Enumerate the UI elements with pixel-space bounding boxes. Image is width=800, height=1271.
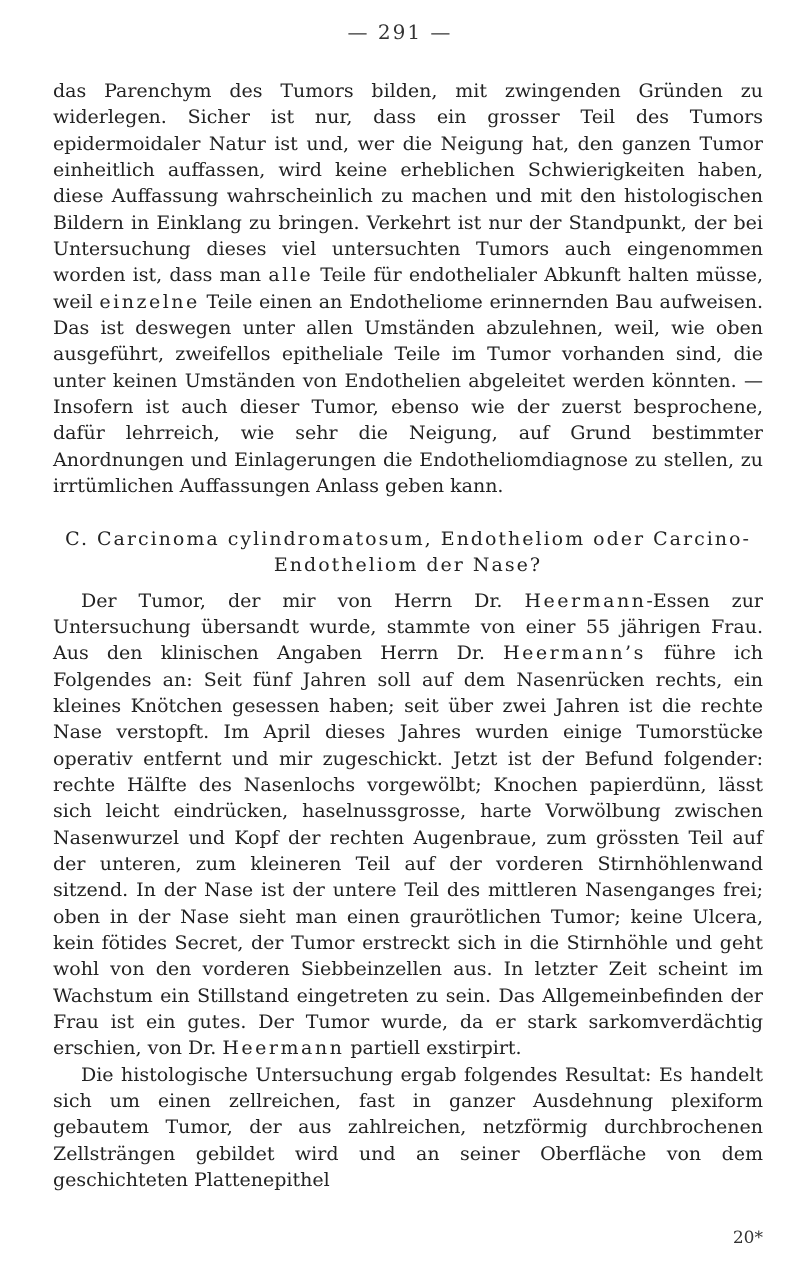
section-heading — [53, 526, 763, 578]
body-text — [53, 78, 763, 1193]
author-name: Heermann — [222, 1037, 345, 1060]
emphasis-alle: alle — [268, 264, 314, 287]
paragraph-1: das Parenchym des Tumors bilden, mit zwingenden Gründen zu widerlegen. Sicher ist nur, dass ein grosser Teil des Tumors epidermoidaler Natur ist und, wer die Neigung hat, den ganzen Tumor einheitlich auffassen, wird keine erheblichen Schwierigkeiten haben, diese Auffassung wahrscheinlich zu machen und mit den histologischen Bildern in Einklang zu bringen. Verkehrt ist nur der Standpunkt, der bei Untersuchung dieses viel untersuchten Tumors auch eingenommen worden ist, dass man alle Teile für endothelialer Abkunft halten müsse, weil einzelne Teile einen an Endotheliome erinnernden Bau aufweisen. Das ist deswegen unter allen Umständen abzulehnen, weil, wie oben ausgeführt, zweifellos epitheliale Teile im Tumor vorhanden sind, die unter keinen Umständen von Endothelien abgeleitet werden könnten. — Insofern ist auch dieser Tumor, ebenso wie der zuerst besprochene, dafür lehrreich, wie sehr die Neigung, auf Grund bestimmter Anordnungen und Einlagerungen die Endotheliomdiagnose zu stellen, zu irrtümlichen Auffassungen Anlass geben kann. — [53, 80, 763, 498]
author-name: Heermann — [524, 589, 647, 612]
paragraph-3: Die histologische Untersuchung ergab folgendes Resultat: Es handelt sich um einen zellreichen, fast in ganzer Ausdehnung plexiform gebautem Tumor, der aus zahlreichen, netzförmig durchbrochenen Zellsträngen gebildet wird und an seiner Oberfläche von dem geschichteten Plattenepithel — [53, 1063, 763, 1192]
section-heading-line-2: Endotheliom der Nase? — [273, 553, 543, 576]
page-number: — 291 — — [347, 20, 453, 44]
section-heading-line-1: C. Carcinoma cylindromatosum, Endotheliom oder Carcino- — [65, 527, 751, 550]
paragraph-2: Der Tumor, der mir von Herrn Dr. Heermann-Essen zur Untersuchung übersandt wurde, stammte von einer 55 jährigen Frau. Aus den klinischen Angaben Herrn Dr. Heermann’s führe ich Folgendes an: Seit fünf Jahren soll auf dem Nasenrücken rechts, ein kleines Knötchen gesessen haben; seit über zwei Jahren ist die rechte Nase verstopft. Im April dieses Jahres wurden einige Tumorstücke operativ entfernt und mir zugeschickt. Jetzt ist der Befund folgender: rechte Hälfte des Nasenlochs vorgewölbt; Knochen papierdünn, lässt sich leicht eindrücken, haselnussgrosse, harte Vorwölbung zwischen Nasenwurzel und Kopf der rechten Augenbraue, zum grössten Teil auf der unteren, zum kleineren Teil auf der vorderen Stirnhöhlenwand sitzend. In der Nase ist der untere Teil des mittleren Nasenganges frei; oben in der Nase sieht man einen graurötlichen Tumor; keine Ulcera, kein fötides Secret, der Tumor erstreckt sich in die Stirnhöhle und geht wohl von den vorderen Siebbeinzellen aus. In letzter Zeit scheint im Wachstum ein Stillstand eingetreten zu sein. Das Allgemeinbefinden der Frau ist ein gutes. Der Tumor wurde, da er stark sarkomverdächtig erschien, von Dr. Heermann partiell exstirpirt. — [53, 589, 764, 1060]
author-name: Heermann’s — [503, 642, 646, 665]
emphasis-einzelne: einzelne — [99, 290, 200, 313]
signature-mark: 20* — [732, 1228, 763, 1248]
